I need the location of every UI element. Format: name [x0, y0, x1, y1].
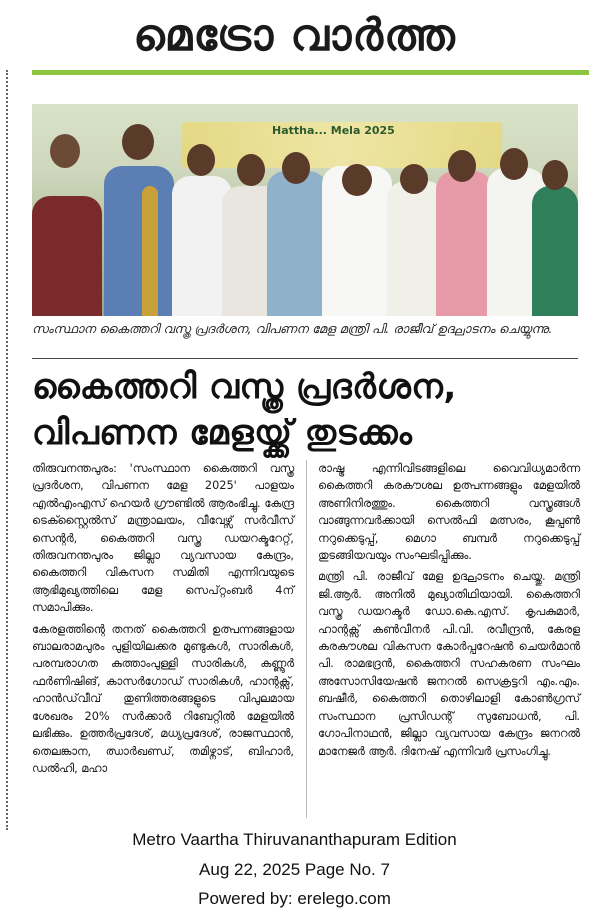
masthead-rule [32, 70, 589, 75]
article-paragraph: മന്ത്രി പി. രാജീവ് മേള ഉദ്ഘാടനം ചെയ്തു. മന്ത്രി ജി.ആർ. അനിൽ മുഖ്യാതിഥിയായി. കൈത്തറി വസ്ത്ര ഡയറക്ടർ ഡോ.കെ.എസ്. കൃപകുമാർ, ഹാന്റക്സ് കൺവീനർ പി.വി. രവീന്ദ്രൻ, കേരള കരകൗശല വികസന കോർപ്പറേഷൻ ചെയർമാൻ പി. രാമഭദ്രൻ, കൈത്തറി സഹകരണ സംഘം അസോസിയേഷൻ ജനറൽ സെക്രട്ടറി എം.എം. ബഷീർ, കൈത്തറി തൊഴിലാളി കോൺഗ്രസ് സംസ്ഥാന പ്രസിഡന്റ് സുബോധൻ, പി. ഗോപിനാഥൻ, ജില്ലാ വ്യവസായ കേന്ദ്രം ജനറൽ മാനേജർ ആർ. ദിനേഷ് എന്നിവർ പ്രസംഗിച്ചു. [318, 570, 580, 758]
photo-person [436, 171, 492, 316]
article-headline [32, 364, 578, 456]
photo-head [400, 164, 428, 194]
column-divider [306, 460, 307, 818]
article-paragraph: തിരുവനന്തപുരം: 'സംസ്ഥാന കൈത്തറി വസ്ത്ര പ്രദർശന, വിപണന മേള 2025' പാളയം എൽഎംഎസ് ഹെയർ ഗ്രൗണ്ടിൽ ആരംഭിച്ചു. കേന്ദ്ര ടെക്സ്റ്റൈൽസ് മന്ത്രാലയം, വീവേഴ്സ് സർവീസ് സെന്റർ, കൈത്തറി വസ്ത്ര ഡയറക്ടറേറ്റ്, തിരുവനന്തപുരം ജില്ലാ വ്യവസായ കേന്ദ്രം, കൈത്തറി വികസന സമിതി എന്നിവയുടെ ആഭിമുഖ്യത്തിലെ മേള സെപ്റ്റംബർ 4ന് സമാപിക്കും. [32, 462, 294, 615]
caption-divider [32, 358, 578, 359]
footer-powered-by: Powered by: erelego.com [198, 889, 391, 908]
photo-head [542, 160, 568, 190]
photo-person [532, 186, 578, 316]
headline-line-1: കൈത്തറി വസ്ത്ര പ്രദർശന, [32, 367, 457, 407]
photo-head [237, 154, 265, 186]
photo-person [267, 171, 327, 316]
photo-head [282, 152, 310, 184]
photo-head [342, 164, 372, 196]
photo-head [187, 144, 215, 176]
photo-lamp [142, 186, 158, 316]
photo-head [50, 134, 80, 168]
article-column-right [318, 460, 580, 764]
photo-person [104, 166, 174, 316]
news-photo [32, 104, 578, 316]
photo-head [122, 124, 154, 160]
article-column-left [32, 460, 294, 781]
photo-caption: സംസ്ഥാന കൈത്തറി വസ്ത്ര പ്രദർശന, വിപണന മേള മന്ത്രി പി. രാജീവ് ഉദ്ഘാടനം ചെയ്യുന്നു. [32, 321, 553, 336]
article-paragraph: കേരളത്തിന്റെ തനത് കൈത്തറി ഉത്പന്നങ്ങളായ ബാലരാമപുരം പുളിയിലക്കര മുണ്ടുകൾ, സാരികൾ, പരമ്പരാഗത കുത്താംപുള്ളി സാരികൾ, കണ്ണൂർ ഫർണിഷിങ്, കാസർഗോഡ് സാരികൾ, ഹാന്റക്സ്, ഹാൻഡ്‌വീവ് തുണിത്തരങ്ങളുടെ വിപുലമായ ശേഖരം 20% സർക്കാർ റിബേറ്റിൽ മേളയിൽ ലഭിക്കും. ഉത്തർപ്രദേശ്, മധ്യപ്രദേശ്, രാജസ്ഥാൻ, തെലങ്കാന, ഝാർഖണ്ഡ്, തമിഴ്നാട്, ബിഹാർ, ഡൽഹി, മഹാ [32, 622, 294, 775]
headline-line-2: വിപണന മേളയ്ക്ക് തുടക്കം [32, 413, 413, 453]
article-paragraph: രാഷ്ട്ര എന്നിവിടങ്ങളിലെ വൈവിധ്യമാർന്ന കൈത്തറി കരകൗശല ഉത്പന്നങ്ങളും മേളയിൽ അണിനിരത്തും. കൈത്തറി വസ്ത്രങ്ങൾ വാങ്ങുന്നവർക്കായി സെൽഫി മത്സരം, കൂപ്പൺ നറുക്കെടുപ്പ്, മെഗാ ബമ്പർ നറുക്കെടുപ്പ് തുടങ്ങിയവയും സംഘടിപ്പിക്കും. [318, 462, 580, 563]
masthead-title: മെട്രോ വാർത്ത [133, 10, 456, 61]
photo-person [32, 196, 102, 316]
event-banner-text: Hattha... Mela 2025 [272, 124, 395, 137]
column-cut-line [6, 70, 8, 830]
photo-head [500, 148, 528, 180]
footer-edition: Metro Vaartha Thiruvananthapuram Edition [132, 830, 457, 849]
footer-date-page: Aug 22, 2025 Page No. 7 [199, 860, 390, 879]
photo-head [448, 150, 476, 182]
